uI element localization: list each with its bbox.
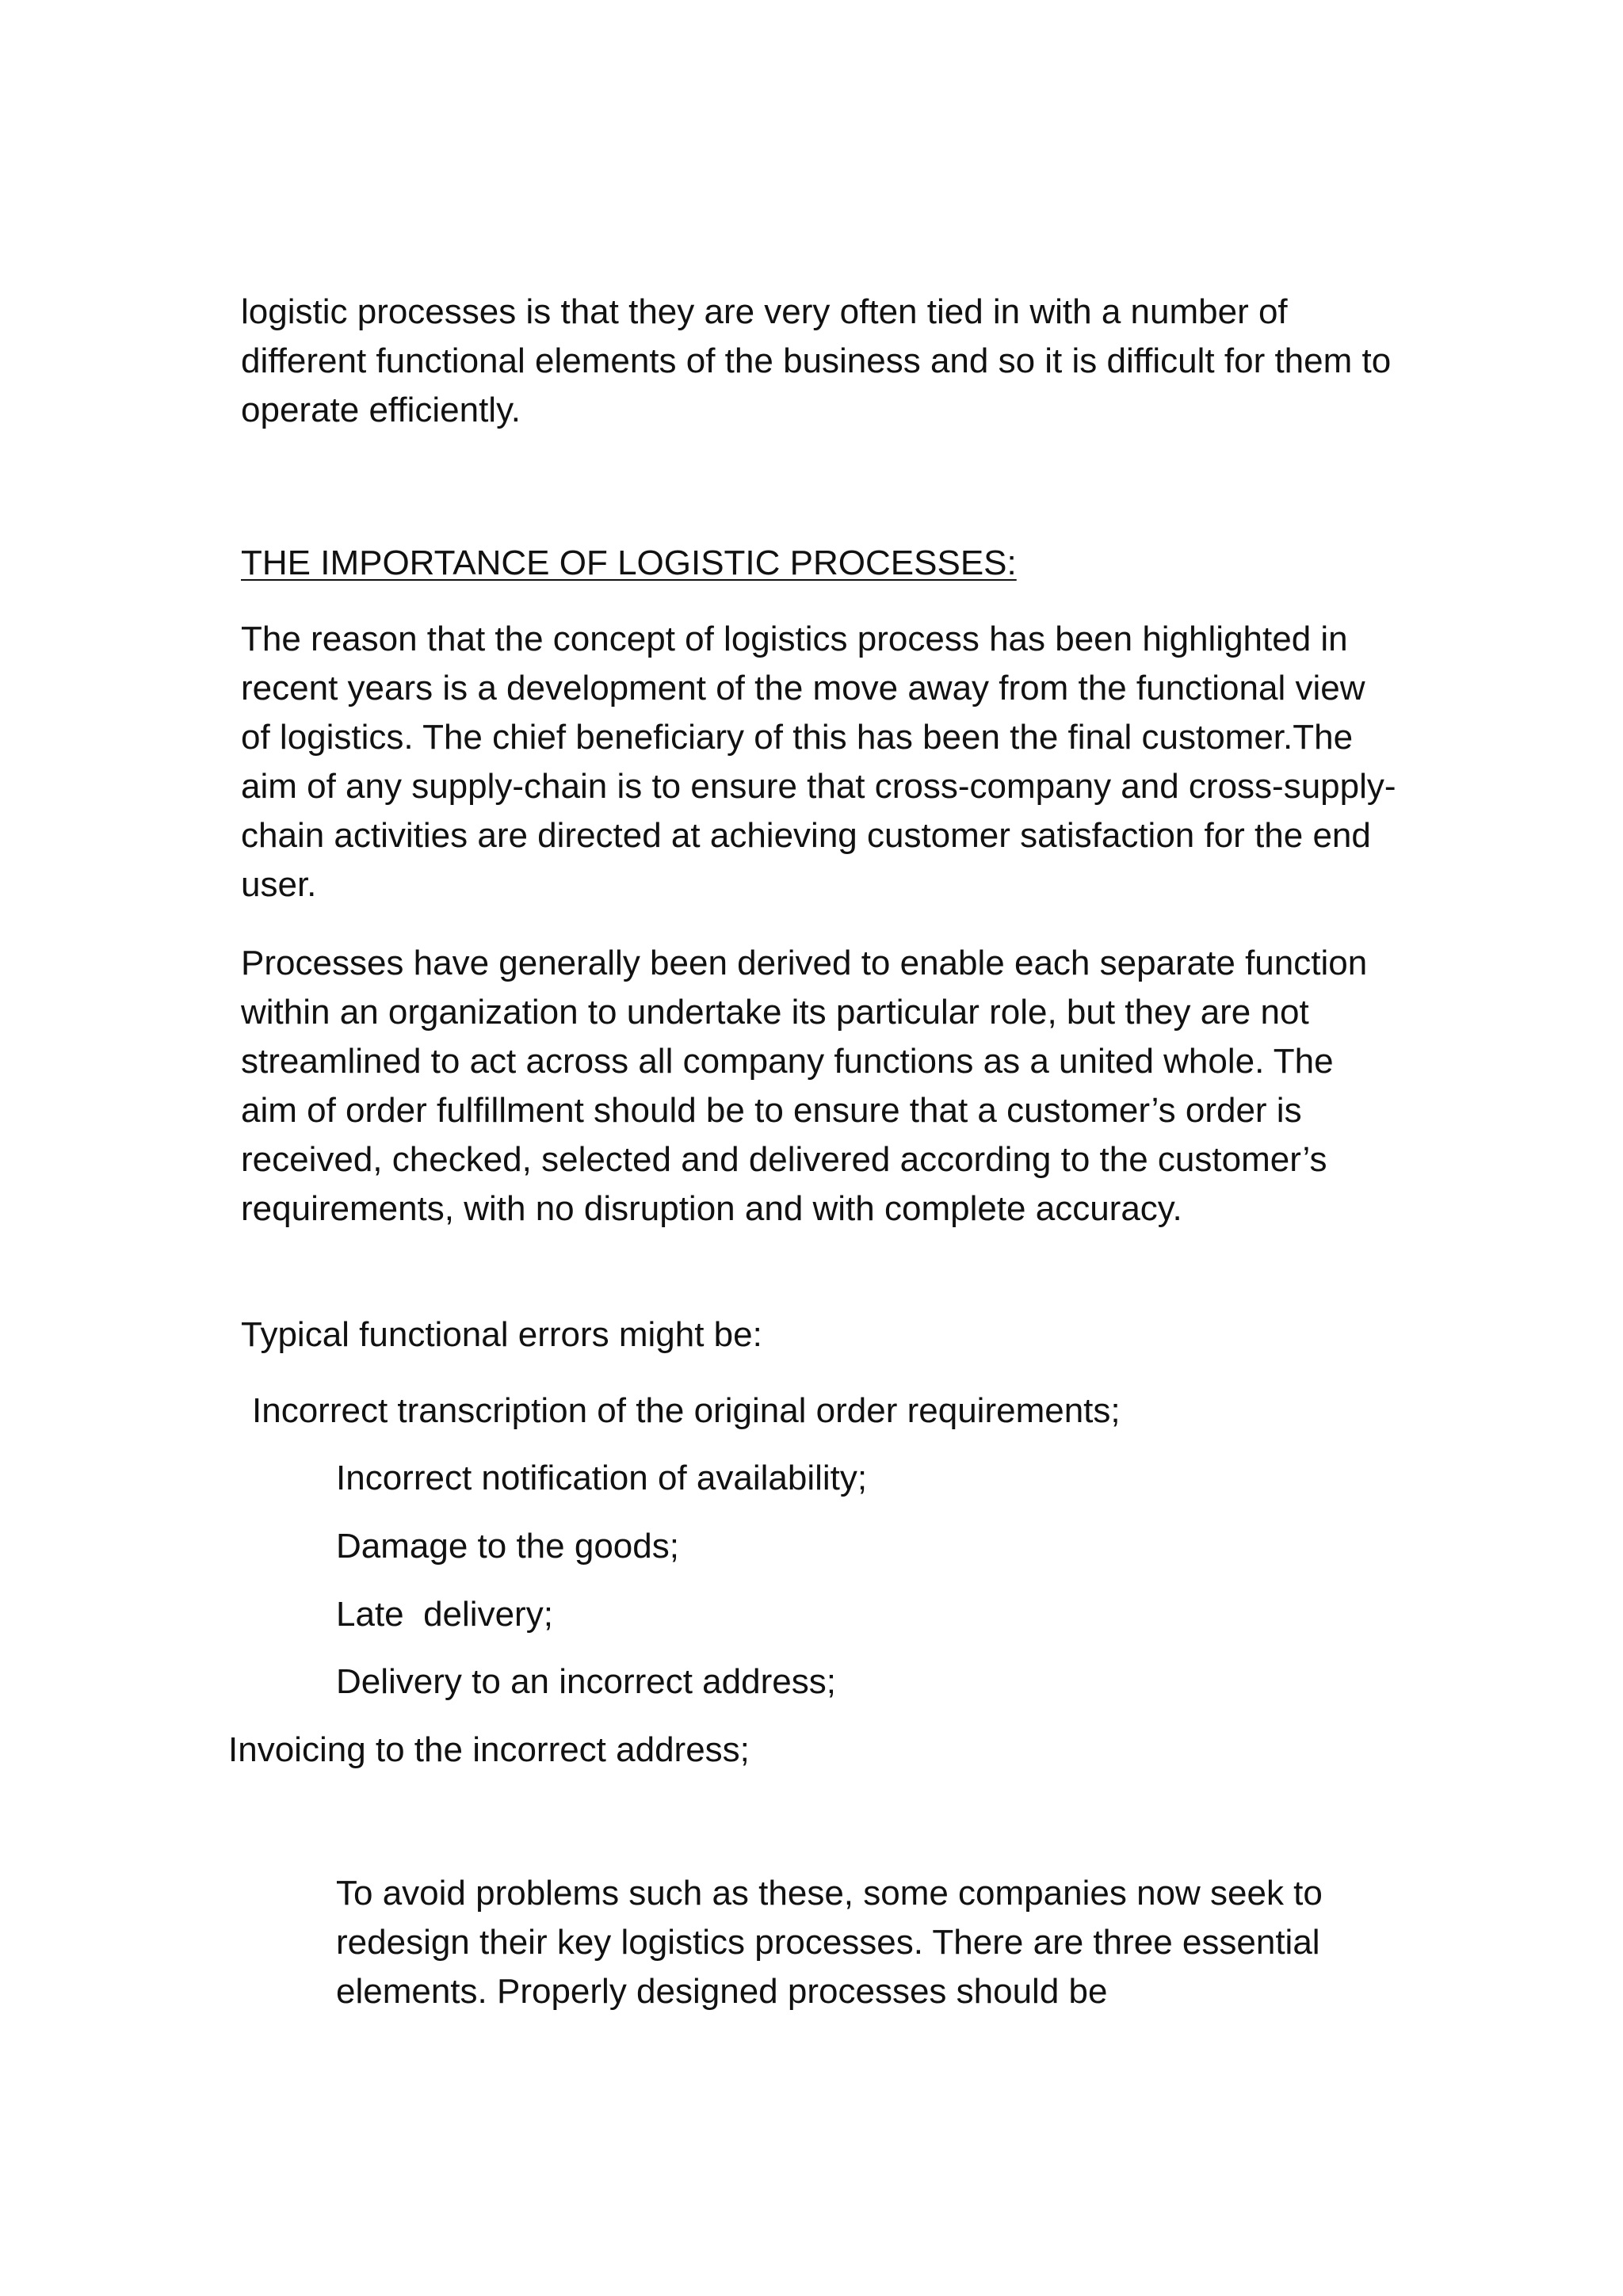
error-item: Invoicing to the incorrect address; (228, 1730, 750, 1769)
error-item: Delivery to an incorrect address; (336, 1662, 836, 1701)
error-item: Late delivery; (336, 1595, 553, 1634)
paragraph-processes: Processes have generally been derived to enable each separate function within an organization to undertake its particular role, but they are not streamlined to act across all company functions as a united whole. The aim of order fulfillment should be to ensure that a customer’s order is received, checked, selected and delivered according to the customer’s requirements, with no disruption and with complete accuracy. (241, 944, 1368, 1228)
section-heading: THE IMPORTANCE OF LOGISTIC PROCESSES: (241, 543, 1017, 582)
paragraph-redesign: To avoid problems such as these, some companies now seek to redesign their key logistics processes. There are three essential elements. Properly designed processes should be (336, 1874, 1323, 2011)
errors-lead-text: Typical functional errors might be: (241, 1315, 762, 1354)
error-item: Damage to the goods; (336, 1527, 679, 1566)
intro-paragraph: logistic processes is that they are very often tied in with a number of different functional elements of the business and so it is difficult for them to operate efficiently. (241, 292, 1392, 429)
paragraph-importance: The reason that the concept of logistics process has been highlighted in recent years is a development of the move away from the functional view of logistics. The chief beneficiary of this has been the final customer.The aim of any supply-chain is to ensure that cross-company and cross-supply-chain activities are directed at achieving customer satisfaction for the end user. (241, 620, 1396, 904)
error-item: Incorrect transcription of the original order requirements; (252, 1391, 1121, 1430)
error-item: Incorrect notification of availability; (336, 1459, 868, 1497)
